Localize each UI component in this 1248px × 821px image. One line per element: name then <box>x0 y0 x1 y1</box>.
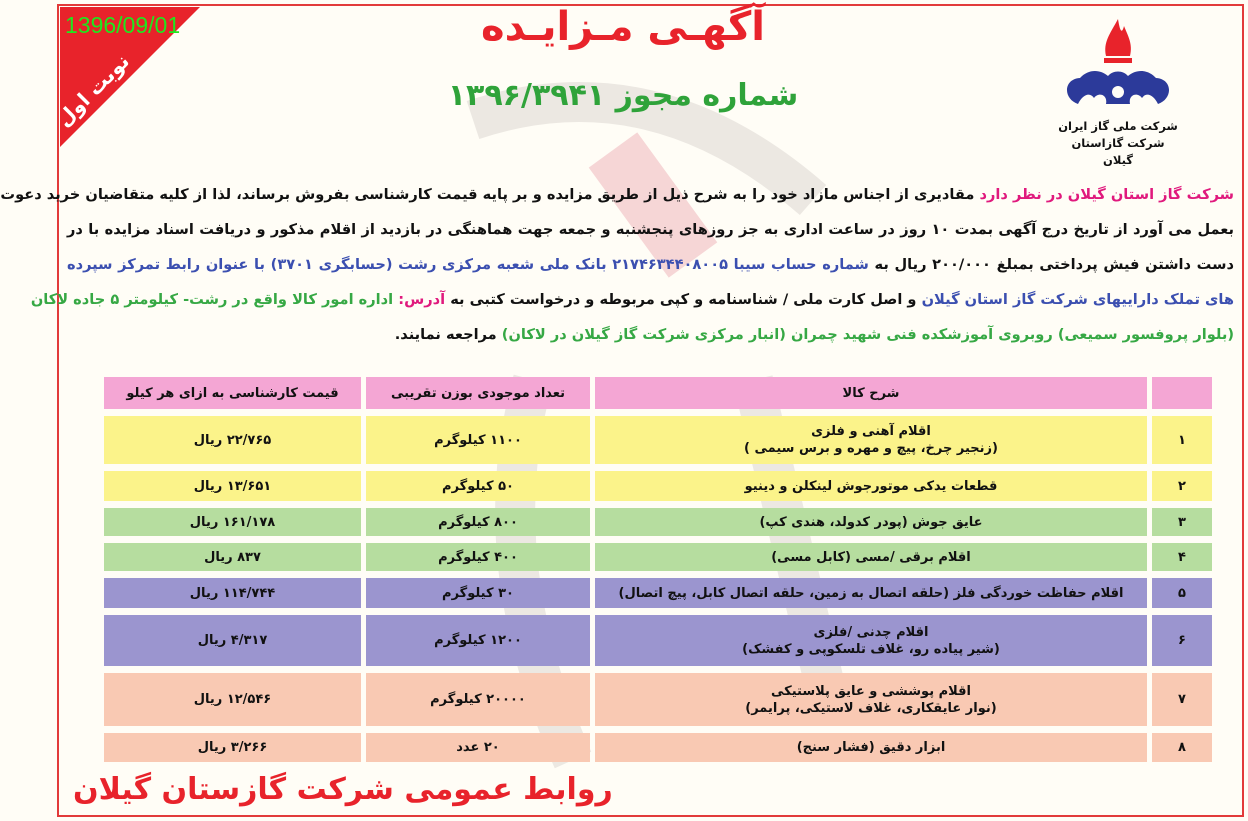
item-quantity: ۴۰۰ کیلوگرم <box>366 543 590 571</box>
item-price: ۴/۳۱۷ ریال <box>104 615 361 666</box>
item-description <box>595 615 1147 666</box>
body-line-1 <box>0 180 1234 215</box>
row-number: ۴ <box>1152 543 1212 571</box>
row-number: ۲ <box>1152 471 1212 501</box>
address-text: اداره امور کالا واقع در رشت- کیلومتر ۵ جاده لاکان <box>30 291 394 308</box>
item-quantity: ۳۰ کیلوگرم <box>366 578 590 608</box>
item-name: اقلام برقی /مسی (کابل مسی) <box>771 549 971 565</box>
item-price: ۱۳/۶۵۱ ریال <box>104 471 361 501</box>
header-num <box>1152 377 1212 409</box>
item-name: اقلام حفاظت خوردگی فلز (حلقه اتصال به زمین، حلقه اتصال کابل، پیچ اتصال) <box>618 585 1124 601</box>
body-line-3 <box>67 250 1234 285</box>
body-text: دست داشتن فیش پرداختی بمبلغ ۲۰۰/۰۰۰ ریال به <box>868 256 1234 273</box>
item-description <box>595 543 1147 571</box>
body-line-5 <box>67 320 1234 355</box>
item-price: ۲۲/۷۶۵ ریال <box>104 416 361 464</box>
row-number: ۱ <box>1152 416 1212 464</box>
auction-items-table <box>99 370 1217 769</box>
date-stamp: 1396/09/01 <box>65 12 181 38</box>
table-row <box>104 508 1212 536</box>
item-name: اقلام پوششی و عایق پلاستیکی <box>771 683 971 699</box>
item-quantity: ۱۱۰۰ کیلوگرم <box>366 416 590 464</box>
item-price: ۸۳۷ ریال <box>104 543 361 571</box>
item-name: عایق جوش (پودر کدولد، هندی کپ) <box>759 514 983 530</box>
table-row <box>104 615 1212 666</box>
item-detail: (شیر پیاده رو، غلاف تلسکوپی و کفشک) <box>742 641 1000 657</box>
item-description <box>595 416 1147 464</box>
item-quantity: ۸۰۰ کیلوگرم <box>366 508 590 536</box>
company-logo <box>1058 14 1178 169</box>
row-number: ۵ <box>1152 578 1212 608</box>
table-header <box>104 377 1212 409</box>
address-text-cont: (بلوار پروفسور سمیعی) روبروی آموزشکده فنی شهید چمران (انبار مرکزی شرکت گاز گیلان در لاکان) <box>501 326 1234 343</box>
body-line-2 <box>67 215 1234 250</box>
item-price: ۳/۲۶۶ ریال <box>104 733 361 762</box>
item-name: قطعات یدکی موتورجوش لینکلن و دینیو <box>744 478 998 494</box>
body-text: بعمل می آورد از تاریخ درج آگهی بمدت ۱۰ روز در ساعت اداری به جز روزهای پنجشنبه و جمعه جهت هماهنگی در بازدید از اقلام مذکور و دریافت اسناد مزایده با در <box>67 221 1234 238</box>
bank-account-info: شماره حساب سیبا ۲۱۷۴۶۳۴۴۰۸۰۰۵ بانک ملی شعبه مرکزی رشت (حسابگری ۳۷۰۱) با عنوان رابط تمرکز سپرده <box>67 256 869 273</box>
account-title: های تملک داراییهای شرکت گاز استان گیلان <box>921 291 1234 308</box>
header-qty: تعداد موجودی بوزن تقریبی <box>366 377 590 409</box>
item-quantity: ۵۰ کیلوگرم <box>366 471 590 501</box>
item-price: ۱۲/۵۴۶ ریال <box>104 673 361 726</box>
item-description <box>595 508 1147 536</box>
ad-body <box>0 180 1234 355</box>
item-price: ۱۶۱/۱۷۸ ریال <box>104 508 361 536</box>
item-quantity: ۲۰ عدد <box>366 733 590 762</box>
address-label: آدرس: <box>393 291 446 308</box>
row-number: ۸ <box>1152 733 1212 762</box>
header-price: قیمت کارشناسی به ازای هر کیلو <box>104 377 361 409</box>
corner-ribbon-label: نوبت اول <box>51 48 135 132</box>
item-description <box>595 673 1147 726</box>
item-name: اقلام آهنی و فلزی <box>811 424 931 439</box>
item-description <box>595 578 1147 608</box>
item-quantity: ۱۲۰۰ کیلوگرم <box>366 615 590 666</box>
row-number: ۳ <box>1152 508 1212 536</box>
item-name: اقلام چدنی /فلزی <box>813 624 929 640</box>
permit-number: شماره مجوز ۱۳۹۶/۳۹۴۱ <box>447 78 799 113</box>
row-number: ۶ <box>1152 615 1212 666</box>
table-row <box>104 543 1212 571</box>
item-price: ۱۱۴/۷۴۴ ریال <box>104 578 361 608</box>
logo-line-2: شرکت گازاستان گیلان <box>1071 136 1165 167</box>
footer-signature: روابط عمومی شرکت گازستان گیلان <box>73 772 613 807</box>
item-detail: (نوار عایقکاری، غلاف لاستیکی، پرایمر) <box>745 700 997 716</box>
table-row <box>104 416 1212 464</box>
item-quantity: ۲۰۰۰۰ کیلوگرم <box>366 673 590 726</box>
logo-line-1: شرکت ملی گاز ایران <box>1058 119 1178 133</box>
body-text: مقادیری از اجناس مازاد خود را به شرح ذیل از طریق مزایده و بر پایه قیمت کارشناسی بفروش برساند، لذا از کلیه متقاضیان خرید دعوت <box>0 186 980 203</box>
item-name: ابزار دقیق (فشار سنج) <box>796 740 946 755</box>
table-row <box>104 471 1212 501</box>
table-row <box>104 578 1212 608</box>
table-row <box>104 733 1212 762</box>
item-detail: (زنجیر چرخ، پیچ و مهره و برس سیمی ) <box>744 441 998 456</box>
ad-title: آگهـی مـزایـده <box>481 4 765 50</box>
row-number: ۷ <box>1152 673 1212 726</box>
header-desc: شرح کالا <box>595 377 1147 409</box>
company-intent: شرکت گاز استان گیلان در نظر دارد <box>979 186 1234 203</box>
table-row <box>104 673 1212 726</box>
body-text: مراجعه نمایند. <box>394 326 502 343</box>
item-description <box>595 733 1147 762</box>
item-description <box>595 471 1147 501</box>
body-text: و اصل کارت ملی / شناسنامه و کپی مربوطه و درخواست کتبی به <box>445 291 922 308</box>
gas-company-emblem-icon <box>1058 14 1178 114</box>
body-line-4 <box>30 285 1234 320</box>
